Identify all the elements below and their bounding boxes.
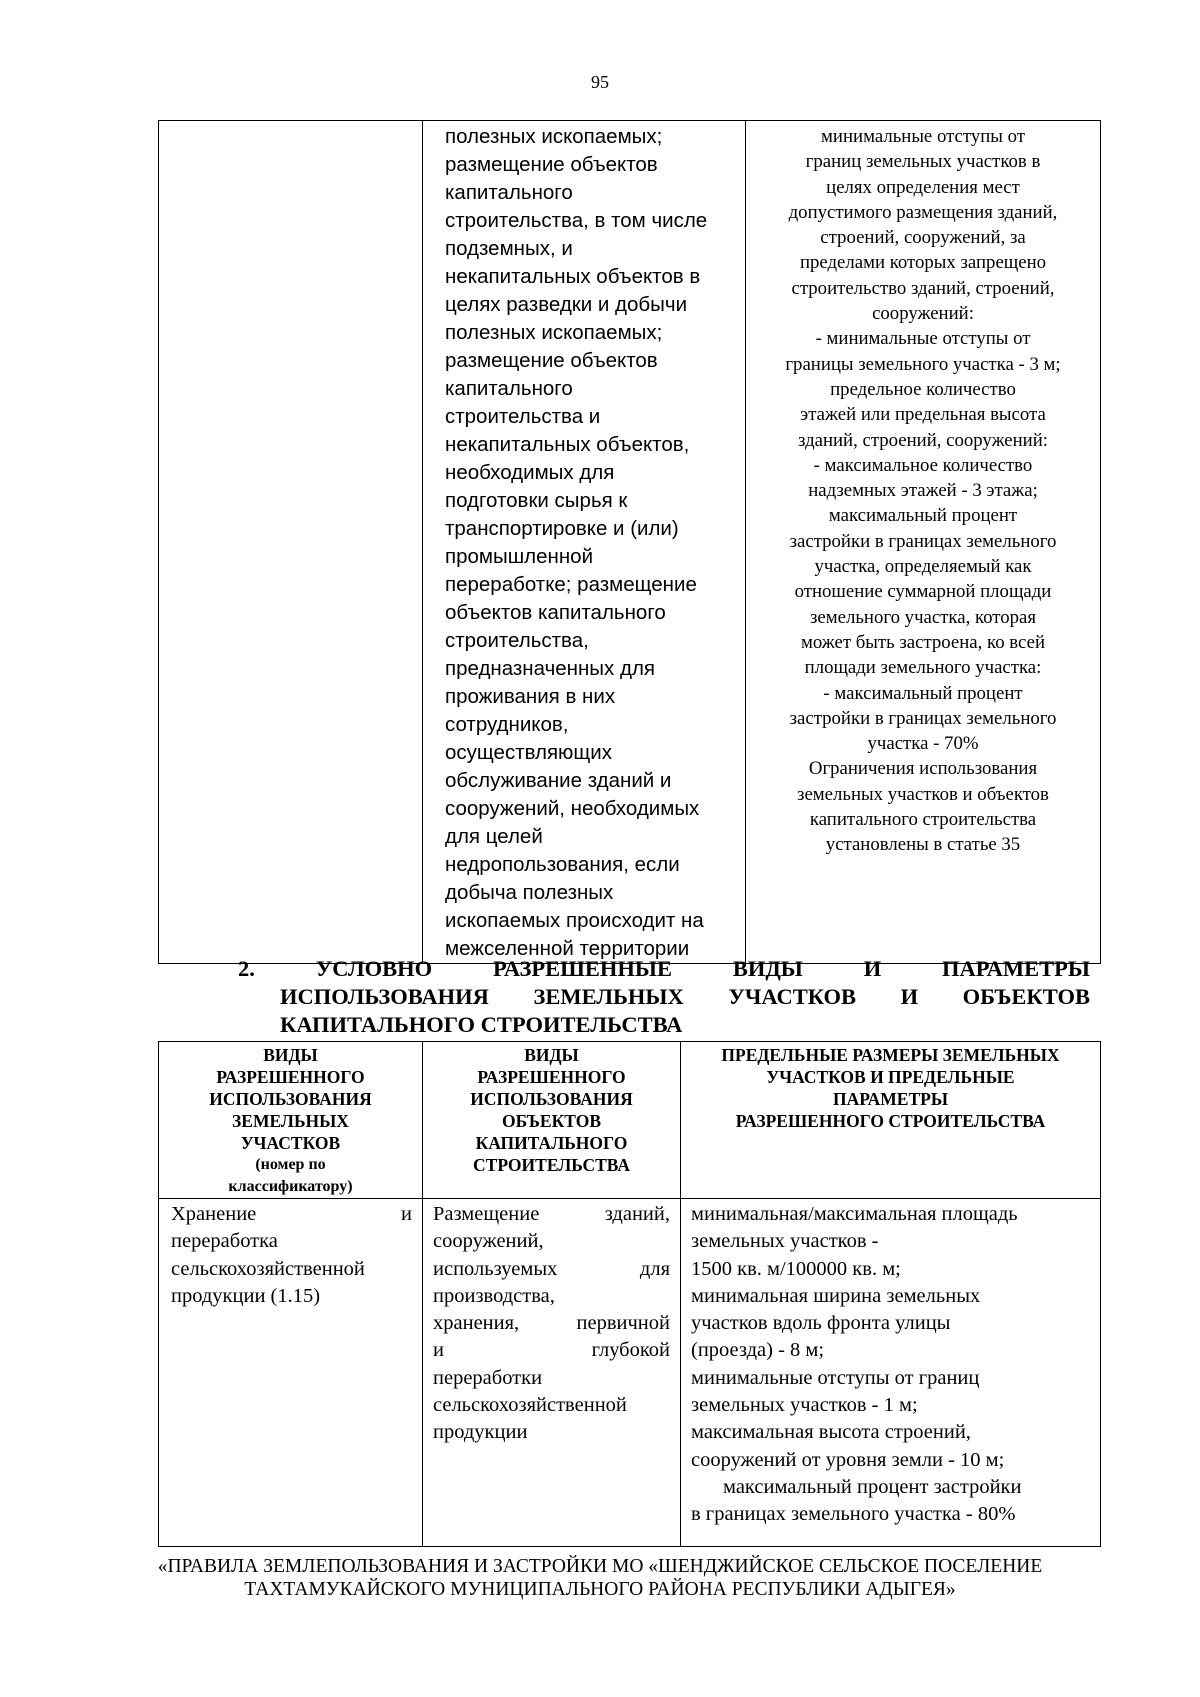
cell-line: полезных ископаемых;: [445, 321, 663, 344]
heading-word: ИСПОЛЬЗОВАНИЯ: [280, 984, 489, 1009]
cell-line: межселенной территории: [445, 937, 690, 960]
cell-word: Хранение: [171, 1203, 257, 1225]
cell-line: строительства, в том числе: [445, 209, 708, 232]
header-line: ПАРАМЕТРЫ: [832, 1089, 949, 1109]
header-line: РАЗРЕШЕННОГО: [216, 1067, 365, 1087]
cell-line: допустимого размещения зданий,: [788, 201, 1058, 223]
cell-line: продукции: [433, 1421, 528, 1444]
cell-line: земельных участков -: [691, 1230, 879, 1253]
cell-line: границ земельных участков в: [805, 151, 1041, 173]
cell-line: некапитальных объектов,: [445, 433, 690, 456]
heading-line: [238, 983, 1090, 1011]
heading-line: КАПИТАЛЬНОГО СТРОИТЕЛЬСТВА: [280, 1012, 683, 1037]
footer-line: «ПРАВИЛА ЗЕМЛЕПОЛЬЗОВАНИЯ И ЗАСТРОЙКИ МО «ШЕНДЖИЙСКОЕ СЕЛЬСКОЕ ПОСЕЛЕНИЕ: [157, 1556, 1043, 1577]
cell-line: может быть застроена, ко всей: [800, 631, 1046, 653]
conditional-uses-table: [158, 1041, 1101, 1547]
cell-line: максимальная высота строений,: [691, 1421, 971, 1444]
cell-line: установлены в статье 35: [825, 834, 1021, 856]
table-cell-limit-parameters: [681, 1199, 1101, 1547]
header-line: РАЗРЕШЕННОГО СТРОИТЕЛЬСТВА: [735, 1111, 1046, 1131]
cell-line: этажей или предельная высота: [800, 404, 1046, 426]
cell-line: [171, 1201, 412, 1228]
cell-word: глубокой: [591, 1339, 670, 1362]
cell-line: (проезда) - 8 м;: [691, 1339, 825, 1362]
cell-line: Ограничения использования: [808, 758, 1038, 780]
cell-word: хранения,: [433, 1312, 520, 1335]
cell-line: [433, 1256, 670, 1283]
cell-line: сооружений от уровня земли - 10 м;: [691, 1448, 1005, 1471]
cell-line: застройки в границах земельного: [789, 707, 1057, 729]
cell-line: максимальный процент застройки: [723, 1475, 1022, 1498]
heading-line: [238, 955, 1090, 983]
cell-line: [433, 1201, 670, 1228]
header-line: ОБЪЕКТОВ: [502, 1111, 601, 1131]
cell-line: сооружений:: [872, 303, 974, 325]
heading-word: УЧАСТКОВ: [728, 984, 857, 1009]
cell-line: минимальные отступы от границ: [691, 1366, 980, 1389]
cell-line: целях разведки и добычи: [445, 293, 688, 316]
cell-line: транспортировке и (или): [445, 517, 679, 540]
cell-line: подземных, и: [445, 237, 573, 260]
cell-line: добыча полезных: [445, 881, 614, 904]
cell-line: полезных ископаемых;: [445, 125, 663, 148]
cell-line: предельное количество: [830, 378, 1016, 400]
heading-word: И: [900, 984, 919, 1009]
header-line: СТРОИТЕЛЬСТВА: [473, 1155, 630, 1175]
cell-line: участка - 70%: [867, 733, 979, 755]
cell-line: пределами которых запрещено: [799, 252, 1047, 274]
header-line: ВИДЫ: [263, 1045, 318, 1065]
header-subline: классификатору): [228, 1178, 353, 1195]
cell-line: переработке; размещение: [445, 573, 697, 596]
document-footer: [0, 1555, 1200, 1601]
section-heading: [238, 955, 1090, 1039]
cell-line: ископаемых происходит на: [445, 909, 704, 932]
header-line: ИСПОЛЬЗОВАНИЯ: [470, 1089, 633, 1109]
header-line: УЧАСТКОВ И ПРЕДЕЛЬНЫЕ: [766, 1067, 1015, 1087]
table-cell-capital-construction-use: [423, 1199, 681, 1547]
cell-word: и: [433, 1339, 444, 1362]
cell-line: земельных участков и объектов: [797, 783, 1049, 805]
cell-line: границы земельного участка - 3 м;: [785, 353, 1061, 375]
cell-word: зданий,: [604, 1203, 670, 1225]
cell-line: сооружений, необходимых: [445, 797, 700, 820]
cell-line: сельскохозяйственной: [433, 1394, 627, 1417]
continued-regulations-table: [158, 120, 1101, 964]
cell-line: недропользования, если: [445, 853, 680, 876]
cell-line: площади земельного участка:: [804, 657, 1042, 679]
cell-line: зданий, строений, сооружений:: [797, 429, 1049, 451]
table-cell-capital-construction-uses: [423, 121, 746, 964]
cell-line: сельскохозяйственной: [171, 1257, 365, 1280]
table-header-row: [159, 1042, 1101, 1199]
footer-line: ТАХТАМУКАЙСКОГО МУНИЦИПАЛЬНОГО РАЙОНА РЕСПУБЛИКИ АДЫГЕЯ»: [244, 1579, 956, 1600]
header-line: УЧАСТКОВ: [240, 1133, 341, 1153]
cell-line: 1500 кв. м/100000 кв. м;: [691, 1257, 901, 1280]
header-line: РАЗРЕШЕННОГО: [477, 1067, 626, 1087]
header-line: ПРЕДЕЛЬНЫЕ РАЗМЕРЫ ЗЕМЕЛЬНЫХ: [721, 1045, 1060, 1065]
cell-line: максимальный процент: [828, 505, 1018, 527]
cell-line: участка, определяемый как: [814, 556, 1032, 578]
cell-word: Размещение: [433, 1203, 540, 1225]
cell-line: сотрудников,: [445, 713, 569, 736]
cell-line: проживания в них: [445, 685, 616, 708]
cell-line: минимальные отступы от: [821, 126, 1025, 147]
heading-word: ПАРАМЕТРЫ: [942, 956, 1090, 981]
cell-line: отношение суммарной площади: [794, 581, 1052, 603]
heading-word: ЗЕМЕЛЬНЫХ: [533, 984, 684, 1009]
cell-line: строительства,: [445, 629, 589, 652]
column-header-capital-construction-types: [423, 1042, 681, 1199]
heading-word: ОБЪЕКТОВ: [962, 984, 1090, 1009]
cell-line: капитального строительства: [809, 809, 1037, 831]
cell-line: строительства и: [445, 405, 601, 428]
table-cell-land-use-type: [159, 1199, 423, 1547]
cell-word: для: [639, 1257, 670, 1280]
cell-line: сооружений,: [433, 1230, 544, 1253]
page-number: 95: [591, 72, 609, 92]
cell-word: первичной: [576, 1312, 670, 1335]
cell-line: необходимых для: [445, 461, 615, 484]
cell-line: обслуживание зданий и: [445, 769, 672, 792]
heading-word: И: [863, 956, 882, 981]
heading-word: 2.: [238, 956, 255, 981]
cell-line: минимальная/максимальная площадь: [691, 1203, 1018, 1225]
header-subline: (номер по: [255, 1156, 326, 1173]
table-row: [159, 121, 1101, 964]
cell-line: - минимальные отступы от: [815, 328, 1031, 350]
cell-line: промышленной: [445, 545, 594, 568]
cell-line: переработки: [433, 1366, 543, 1389]
table-row: [159, 1199, 1101, 1547]
cell-word: используемых: [433, 1257, 558, 1280]
cell-line: продукции (1.15): [171, 1284, 321, 1307]
cell-line: земельного участка, которая: [810, 606, 1036, 628]
cell-line: некапитальных объектов в: [445, 265, 701, 288]
cell-line: производства,: [433, 1284, 555, 1307]
cell-line: целях определения мест: [826, 176, 1020, 198]
cell-line: участков вдоль фронта улицы: [691, 1312, 951, 1335]
cell-line: подготовки сырья к: [445, 489, 628, 512]
cell-line: объектов капитального: [445, 601, 666, 624]
header-line: ИСПОЛЬЗОВАНИЯ: [209, 1089, 372, 1109]
cell-word: и: [401, 1203, 412, 1225]
cell-line: предназначенных для: [445, 657, 656, 680]
cell-line: осуществляющих: [445, 741, 613, 764]
column-header-limit-parameters: [681, 1042, 1101, 1199]
cell-line: капитального: [445, 377, 573, 400]
table-cell-limit-parameters: [746, 121, 1101, 964]
header-line: ЗЕМЕЛЬНЫХ: [232, 1111, 349, 1131]
header-line: ВИДЫ: [524, 1045, 579, 1065]
column-header-land-use-types: [159, 1042, 423, 1199]
cell-line: минимальная ширина земельных: [691, 1284, 981, 1307]
cell-line: - максимальный процент: [823, 682, 1023, 704]
cell-line: строительство зданий, строений,: [791, 277, 1055, 299]
table-cell-land-use-type: [159, 121, 423, 964]
cell-line: для целей: [445, 825, 543, 848]
cell-line: [433, 1310, 670, 1337]
cell-line: строений, сооружений, за: [820, 227, 1026, 249]
cell-line: [433, 1337, 670, 1364]
cell-line: земельных участков - 1 м;: [691, 1394, 918, 1417]
cell-line: переработка: [171, 1230, 278, 1253]
cell-line: капитального: [445, 181, 573, 204]
cell-line: застройки в границах земельного: [789, 530, 1057, 552]
heading-word: ВИДЫ: [732, 956, 803, 981]
heading-word: РАЗРЕШЕННЫЕ: [492, 956, 672, 981]
cell-line: размещение объектов: [445, 349, 658, 372]
cell-line: в границах земельного участка - 80%: [691, 1503, 1016, 1526]
cell-line: - максимальное количество: [813, 454, 1033, 476]
heading-word: УСЛОВНО: [315, 956, 433, 981]
cell-line: надземных этажей - 3 этажа;: [808, 480, 1038, 502]
cell-line: размещение объектов: [445, 153, 658, 176]
header-line: КАПИТАЛЬНОГО: [475, 1133, 628, 1153]
